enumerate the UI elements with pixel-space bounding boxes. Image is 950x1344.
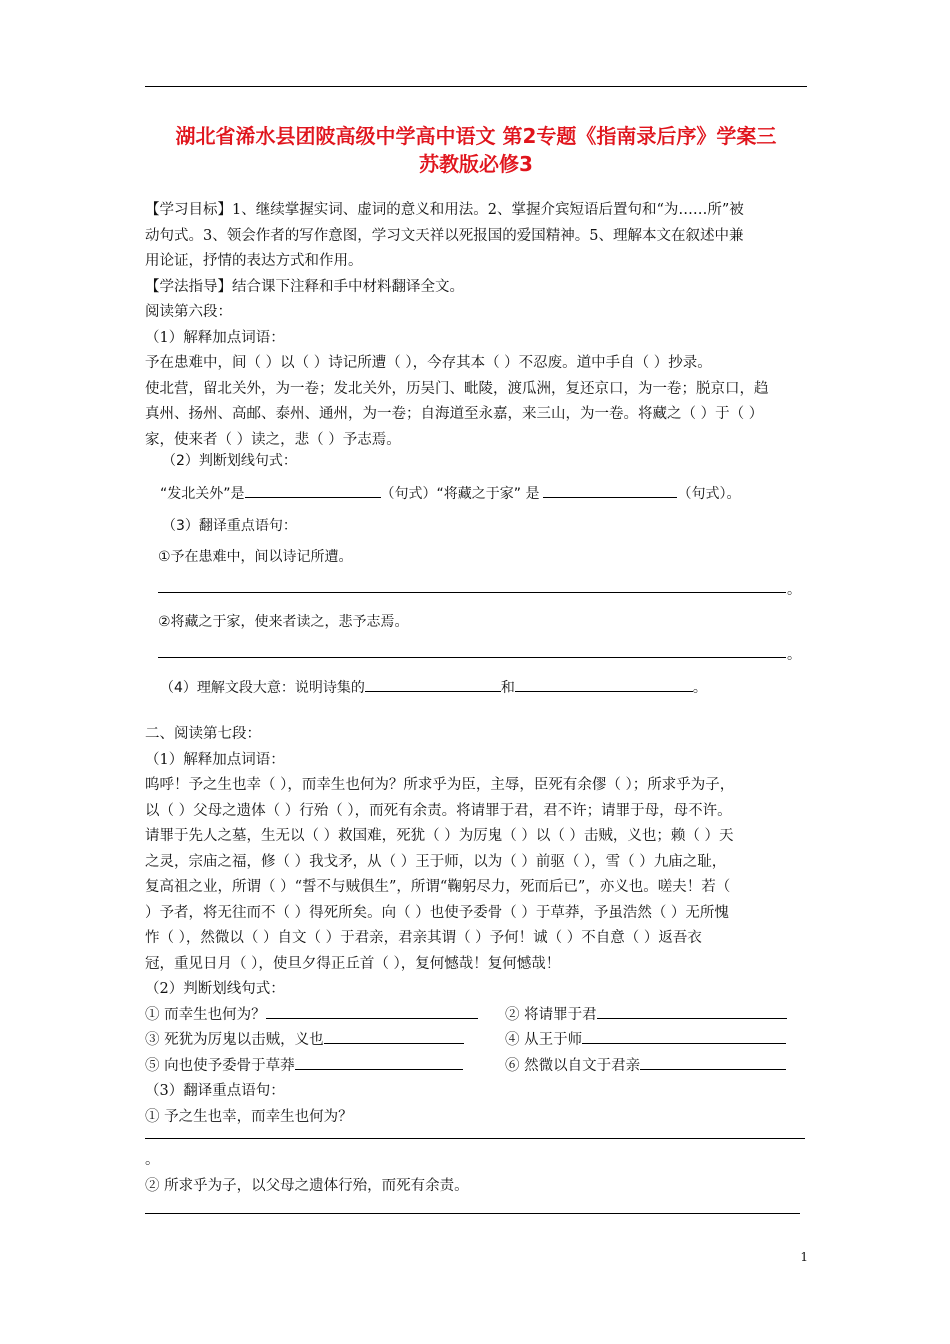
sec6-q3-sentence-1: ①予在患难中，间以诗记所遭。 [158,549,353,565]
sec7-passage-line: 以（ ）父母之遗体（ ）行殆（ ），而死有余责。将请罪于君，君不许；请罪于母，母不许。 [145,802,732,819]
sec7-heading: 二、阅读第七段： [145,726,261,742]
sec6-q1-label: （1）解释加点词语： [145,329,285,346]
sec7-q2-item [505,1054,805,1080]
goals-line-1: 【学习目标】1、继续掌握实词、虚词的意义和用法。2、掌握介宾短语后置句和“为……所”被 [145,202,744,218]
sec7-q2-item [145,1054,495,1080]
sec6-q2-a: “发北关外”是 [160,486,245,502]
sec7-q2-item [145,1003,495,1029]
answer-blank[interactable] [543,483,677,498]
goals-line-3: 用论证，抒情的表达方式和作用。 [145,253,363,269]
sec7-passage-line: 怍（ ），然微以（ ）自文（ ）于君亲，君亲其谓（ ）予何！诚（ ）不自意（ ）返吾衣 [145,930,702,946]
header-rule [145,86,807,87]
sec7-passage-line: 复高祖之业，所谓（ ）“誓不与贼俱生”，所谓“鞠躬尽力，死而后已”，亦义也。嗟夫！若（ [145,879,731,895]
page-number: 1 [800,1250,808,1264]
sec7-passage-line: 呜呼！予之生也幸（ ），而幸生也何为？所求乎为臣，主辱，臣死有余僇（ ）；所求乎为子， [145,777,735,793]
sec7-q2-item [145,1028,495,1054]
sec6-heading: 阅读第六段： [145,304,232,320]
title-line-2: 苏教版必修3 [419,152,533,176]
method-line: 【学法指导】结合课下注释和手中材料翻译全文。 [145,278,464,295]
answer-blank[interactable] [245,483,381,498]
sec6-q3-sentence-2: ②将藏之于家，使来者读之，悲予志焉。 [158,614,409,630]
answer-blank[interactable] [597,1004,787,1019]
sec7-q2-item [505,1028,805,1054]
sec6-passage-line: 使北营，留北关外，为一卷；发北关外，历吴门、毗陵，渡瓜洲，复还京口，为一卷；脱京口，趋 [145,380,769,397]
answer-blank[interactable] [365,677,501,692]
sec7-q3-label: （3）翻译重点语句： [145,1083,285,1099]
sec6-q4-c: 。 [692,680,707,696]
answer-blank[interactable] [295,1055,463,1070]
sec7-q2-item-text: ⑥ 然微以自文于君亲 [505,1057,641,1074]
sec6-passage-line: 家，使来者（ ）读之，悲（ ）予志焉。 [145,431,401,448]
sec6-q2-c: （句式）。 [677,486,741,502]
sec7-q2-item-text: ④ 从王于师 [505,1032,583,1048]
sec7-passage-line: 请罪于先人之墓，生无以（ ）救国难，死犹（ ）为厉鬼（ ）以（ ）击贼，义也；赖（ ）天 [145,828,734,844]
sec6-q2-b: （句式）“将藏之于家” 是 [380,486,540,502]
sec7-passage-line: 冠，重见日月（ ），使旦夕得正丘首（ ），复何憾哉！复何憾哉！ [145,955,561,972]
answer-blank[interactable] [324,1029,464,1044]
answer-line[interactable] [145,1213,800,1214]
sec6-passage-line: 真州、扬州、高邮、泰州、通州，为一卷；自海道至永嘉，来三山，为一卷。将藏之（ ）于（ ） [145,406,764,422]
sec7-q2-item-text: ① 而幸生也何为？ [145,1006,266,1023]
end-mark: 。 [787,582,801,598]
answer-blank[interactable] [582,1029,786,1044]
end-mark: 。 [787,647,801,663]
sec6-q4-b: 和 [500,680,515,696]
sec7-q2-label: （2）判断划线句式： [145,981,285,997]
answer-line[interactable] [145,1138,805,1139]
sec7-q2-item [505,1003,805,1029]
sec7-q3-sentence-2: ② 所求乎为子，以父母之遗体行殆，而死有余责。 [145,1178,469,1194]
sec7-passage-line: 之灵，宗庙之福，修（ ）我戈矛，从（ ）王于师，以为（ ）前驱（ ），雪（ ）九庙之耻， [145,853,727,870]
answer-line[interactable] [158,592,786,593]
end-mark: 。 [145,1152,160,1168]
sec6-passage-line: 予在患难中，间（ ）以（ ）诗记所遭（ ），今存其本（ ）不忍废。道中手自（ ）抄录。 [145,355,712,371]
answer-blank[interactable] [640,1055,786,1070]
answer-blank[interactable] [515,677,693,692]
sec6-q3-label: （3）翻译重点语句： [162,518,297,534]
title-line-1: 湖北省浠水县团陂高级中学高中语文 第2专题《指南录后序》学案三 [175,124,777,148]
answer-line[interactable] [158,657,786,658]
sec7-q2-item-text: ⑤ 向也使予委骨于草莽 [145,1057,295,1074]
sec7-q3-sentence-1: ① 予之生也幸，而幸生也何为？ [145,1108,353,1125]
sec7-q1-label: （1）解释加点词语： [145,751,285,768]
sec7-passage-line: ）予者，将无往而不（ ）得死所矣。向（ ）也使予委骨（ ）于草莽，予虽浩然（ ）无所愧 [145,904,729,921]
answer-blank[interactable] [266,1004,478,1019]
sec7-q2-item-text: ② 将请罪于君 [505,1006,597,1023]
sec7-q2-item-text: ③ 死犹为厉鬼以击贼，义也 [145,1032,324,1048]
sec6-q2-label: （2）判断划线句式： [162,453,297,469]
goals-line-2: 动句式。3、领会作者的写作意图，学习文天祥以死报国的爱国精神。5、理解本文在叙述中兼 [145,227,744,244]
sec6-q2-row [160,482,824,508]
sec6-q4-row [160,676,824,702]
sec6-q4-a: （4）理解文段大意：说明诗集的 [160,680,365,696]
